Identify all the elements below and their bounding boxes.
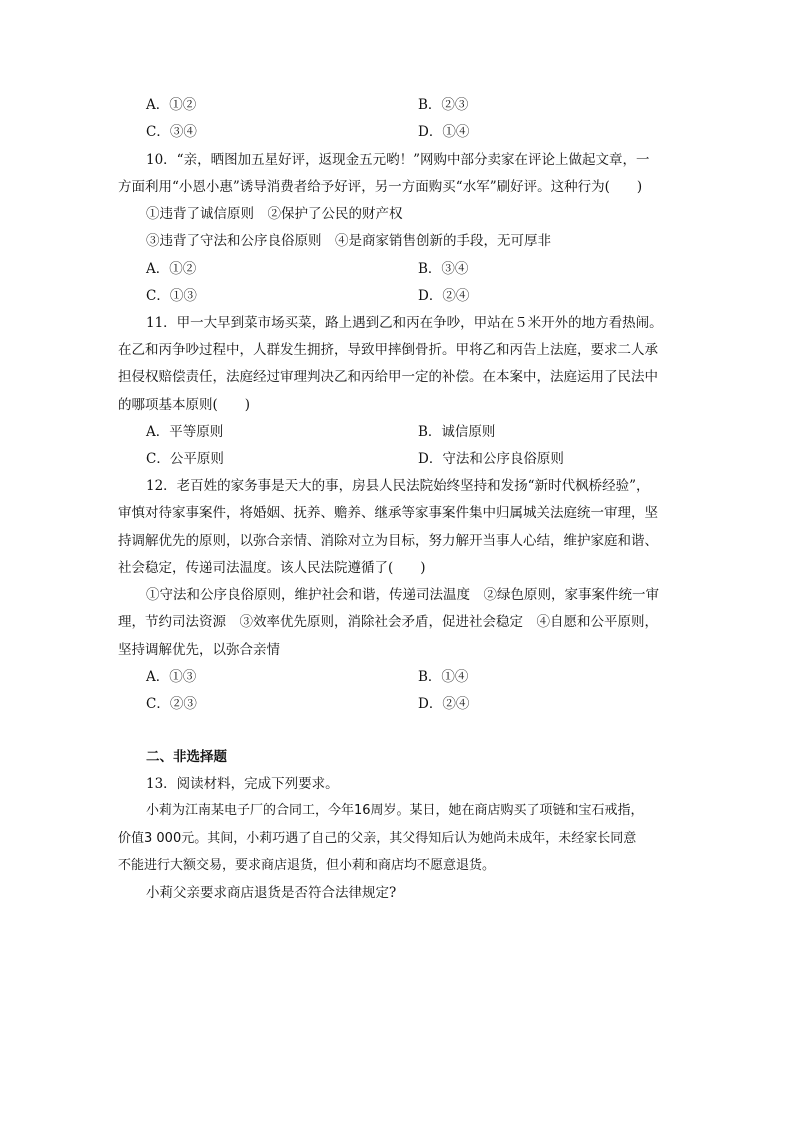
q12-line-4: 社会稳定，传递司法温度。该人民法院遵循了( ) xyxy=(118,560,426,576)
q13-question: 小莉父亲要求商店退货是否符合法律规定? xyxy=(146,885,397,901)
q12-statement-line-1: ①守法和公序良俗原则，维护社会和谐，传递司法温度 ②绿色原则，家事案件统一审 xyxy=(146,587,659,603)
q12-option-c: C．②③ xyxy=(146,696,197,712)
q13-material-line-2: 价值3 000元。其间，小莉巧遇了自己的父亲，其父得知后认为她尚未成年，未经家长同意 xyxy=(118,831,637,846)
q12-option-a: A．①③ xyxy=(146,669,197,685)
q12-line-1: 12．老百姓的家务事是天大的事，房县人民法院始终坚持和发扬“新时代枫桥经验”， xyxy=(146,478,650,494)
q12-statement-line-2: 理，节约司法资源 ③效率优先原则，消除社会矛盾，促进社会稳定 ④自愿和公平原则， xyxy=(118,614,658,630)
q11-line-1: 11．甲一大早到菜市场买菜，路上遇到乙和丙在争吵，甲站在５米开外的地方看热闹。 xyxy=(146,315,663,331)
q9-option-a: A．①② xyxy=(146,97,197,113)
q9-option-c: C．③④ xyxy=(146,124,197,140)
q12-line-3: 持调解优先的原则，以弥合亲情、消除对立为目标，努力解开当事人心结，维护家庭和谐、 xyxy=(118,533,658,549)
q12-line-2: 审慎对待家事案件，将婚姻、抚养、赡养、继承等家事案件集中归属城关法庭统一审理，坚 xyxy=(118,505,658,521)
q12-statement-line-3: 坚持调解优先，以弥合亲情 xyxy=(118,642,280,658)
q10-option-d: D．②④ xyxy=(418,288,470,304)
q10-option-c: C．①③ xyxy=(146,288,197,304)
q9-option-b: B．②③ xyxy=(418,97,469,113)
q11-option-a: A．平等原则 xyxy=(146,424,224,440)
q12-option-b: B．①④ xyxy=(418,669,469,685)
q10-statement-1: ①违背了诚信原则 ②保护了公民的财产权 xyxy=(146,206,403,222)
q10-option-a: A．①② xyxy=(146,261,197,277)
q13-material-line-3: 不能进行大额交易，要求商店退货，但小莉和商店均不愿意退货。 xyxy=(118,858,496,873)
q9-option-d: D．①④ xyxy=(418,124,470,140)
q11-line-4: 的哪项基本原则( ) xyxy=(118,397,251,413)
q13-intro: 13．阅读材料，完成下列要求。 xyxy=(146,776,339,792)
q10-statement-2: ③违背了守法和公序良俗原则 ④是商家销售创新的手段，无可厚非 xyxy=(146,233,551,249)
q12-option-d: D．②④ xyxy=(418,696,470,712)
q13-material-line-1: 小莉为江南某电子厂的合同工，今年16周岁。某日，她在商店购买了项链和宝石戒指， xyxy=(146,803,644,818)
q10-option-b: B．③④ xyxy=(418,261,469,277)
q11-line-3: 担侵权赔偿责任，法庭经过审理判决乙和丙给甲一定的补偿。在本案中，法庭运用了民法中 xyxy=(118,369,658,385)
q11-line-2: 在乙和丙争吵过程中，人群发生拥挤，导致甲摔倒骨折。甲将乙和丙告上法庭，要求二人承 xyxy=(118,342,658,358)
q11-option-b: B．诚信原则 xyxy=(418,424,496,440)
q11-option-c: C．公平原则 xyxy=(146,451,224,467)
q10-line-2: 方面利用“小恩小惠”诱导消费者给予好评，另一方面购买“水军”刷好评。这种行为( ) xyxy=(118,179,643,195)
section-heading: 二、非选择题 xyxy=(146,749,227,765)
q10-line-1: 10．“亲，晒图加五星好评，返现金五元哟！”网购中部分卖家在评论上做起文章，一 xyxy=(146,152,650,168)
q11-option-d: D．守法和公序良俗原则 xyxy=(418,451,564,467)
